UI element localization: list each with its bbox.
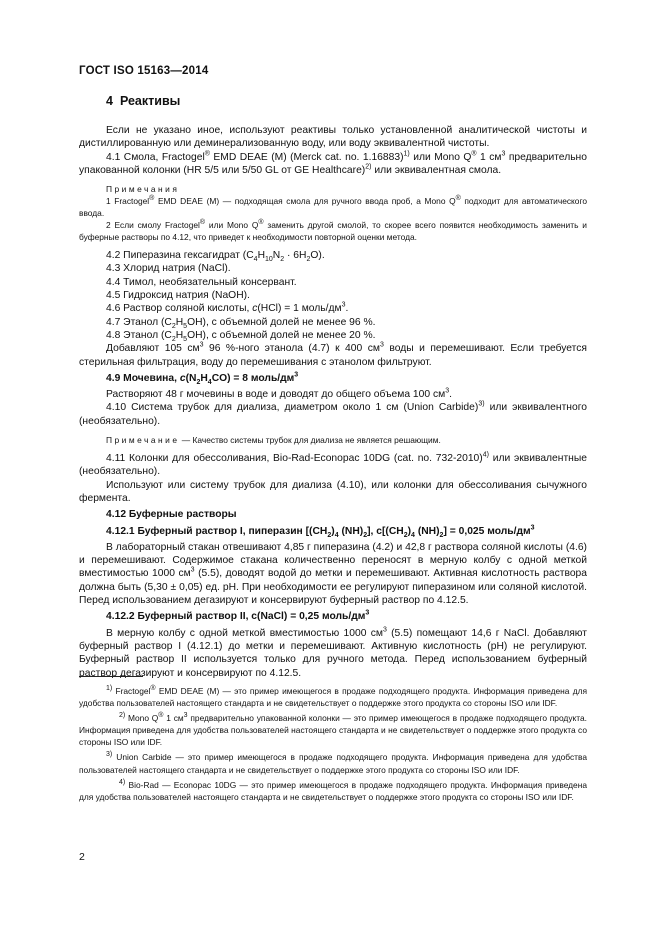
item-4-4: 4.4 Тимол, необязательный консервант.	[106, 276, 297, 288]
buffer-1-paragraph: В лабораторный стакан отвешивают 4,85 г пиперазина (4.2) и 42,8 г раствора соляной кислоты (4.6) и перемешивают. Содержимое стакана количественно переносят в мерную колбу с одной меткой вместимостью 1000 $см^3$ (5.5), доводят водой до метки и перемешивают. Активная кислотность раствора должна быть (5,30 ± 0,05) ед. pH. При необходимости ее регулируют пиперазином или соляной кислотой. Перед использованием дегазируют и консервируют буферный раствор по 4.12.5.	[79, 541, 587, 607]
item-4-2: 4.2 Пиперазина гексагидрат $(C_4H_{10}N_2 \cdot 6H_2O)$.	[106, 250, 325, 264]
document-header: ГОСТ ISO 15163—2014	[79, 65, 209, 77]
ethanol-paragraph: Добавляют 105 $см^3$ 96 %-ного этанола (4.7) к 400 $см^3$ воды и перемешивают. Если требуется стерильная фильтрация, воду до перемешивания с этанолом фильтруют.	[79, 341, 587, 368]
footnote-4: $^{4)}$ Bio-Rad — Econopac 10DG — это пример имеющегося в продаже подходящего продукта. Информация приведена для удобства пользователей настоящего стандарта и не свидетельствует о поддержке этого продукта со стороны ISO или IDF.	[79, 778, 587, 802]
footnote-2: $^{2)}$ Mono Q® 1 $см^3$ предварительно упакованной колонки — это пример имеющегося в продаже подходящего продукта. Информация приведена для удобства пользователей настоящего стандарта и не свидетельствует о поддержке этого продукта со стороны ISO или IDF.	[79, 712, 587, 748]
item-4-7: 4.7 Этанол $(C_2H_5OH)$, с объемной долей не менее 96 %.	[106, 316, 376, 330]
footnote-3: $^{3)}$ Union Carbide — это пример имеющегося в продаже подходящего продукта. Информация приведена для удобства пользователей настоящего стандарта и не свидетельствует о поддержке этого продукта со стороны ISO или IDF.	[79, 751, 587, 775]
item-4-8: 4.8 Этанол $(C_2H_5OH)$, с объемной долей не менее 20 %.	[106, 329, 376, 344]
note-2: 2 Если смолу Fractogel® или Mono Q® заменить другой смолой, то скорее всего появится необходимость заменить и буферные растворы по 4.12, что приведет к необходимости повторной оценки метода.	[79, 219, 587, 243]
footnote-separator	[79, 676, 143, 677]
note-dialysis: Примечание — Качество системы трубок для диализа не является решающим.	[106, 435, 441, 446]
document-body	[79, 124, 587, 680]
item-4-12-1: 4.12.1 Буферный раствор I, пиперазин [$(CH_2)_4$ $(NH)_2$], $c[(CH_2)_4$ $(NH)_2] = 0,025$ моль/$дм^3$	[106, 524, 535, 539]
item-4-11: 4.11 Колонки для обессоливания, Bio-Rad-Econopac 10DG (cat. no. 732-2010)$^{4)}$ или эквивалентные (необязательно).	[79, 451, 587, 478]
item-4-5: 4.5 Гидроксид натрия (NaOH).	[106, 290, 250, 302]
item-4-12-2: 4.12.2 Буферный раствор II, c(NaCl) = 0,25 моль/$дм^3$	[106, 609, 370, 623]
section-heading	[106, 94, 180, 108]
item-4-3: 4.3 Хлорид натрия (NaCl).	[106, 263, 231, 275]
section-number: 4	[106, 94, 113, 108]
use-paragraph: Используют или систему трубок для диализа (4.10), или колонки для обессоливания сычужного фермента.	[79, 479, 587, 504]
item-4-10: 4.10 Система трубок для диализа, диаметром около 1 см (Union Carbide)$^{3)}$ или эквивалентного (необязательно).	[79, 401, 587, 427]
item-4-12: 4.12 Буферные растворы	[106, 509, 237, 521]
buffer-2-paragraph: В мерную колбу с одной меткой вместимостью 1000 $см^3$ (5.5) помещают 14,6 г NaCl. Добавляют буферный раствор I (4.12.1) до метки и перемешивают. Активную кислотность (pH) не регулируют. Буферный раствор II используется только для ручного метода. Перед использованием буферный раствор дегазируют и консервируют по 4.12.5.	[79, 626, 588, 679]
urea-paragraph: Растворяют 48 г мочевины в воде и доводят до общего объема 100 $см^3$.	[106, 387, 452, 401]
footnote-1: $^{1)}$ Fractogel® EMD DEAE (M) — это пример имеющегося в продаже подходящего продукта. Информация приведена для удобства пользователей настоящего стандарта и не свидетельствует о поддержке этого продукта со стороны ISO или IDF.	[79, 685, 587, 709]
note-1: 1 Fractogel® EMD DEAE (M) — подходящая смола для ручного ввода проб, а Mono Q® подходит для автоматического ввода.	[79, 195, 587, 219]
page-number: 2	[79, 851, 85, 863]
footnotes	[79, 685, 587, 803]
section-title: Реактивы	[119, 94, 181, 108]
item-4-9: 4.9 Мочевина, $c(N_2H_4CO) = 8$ моль/$дм^3$	[106, 371, 299, 386]
item-4-6: 4.6 Раствор соляной кислоты, c(HCl) = 1 моль/$дм^3$.	[106, 301, 349, 315]
item-4-1: 4.1 Смола, Fractogel® EMD DEAE (M) (Merck cat. no. 1.16883)$^{1)}$ или Mono Q® 1 $см^3$ предварительно упакованной колонки (HR 5/5 или 5/50 GL от GE Healthcare)$^{2)}$ или эквивалентная смола.	[79, 150, 587, 176]
notes-heading: Примечания	[106, 184, 180, 195]
intro-paragraph: Если не указано иное, используют реактивы только установленной аналитической чистоты и дистиллированную или деминерализованную воду, или воду эквивалентной чистоты.	[79, 125, 587, 150]
